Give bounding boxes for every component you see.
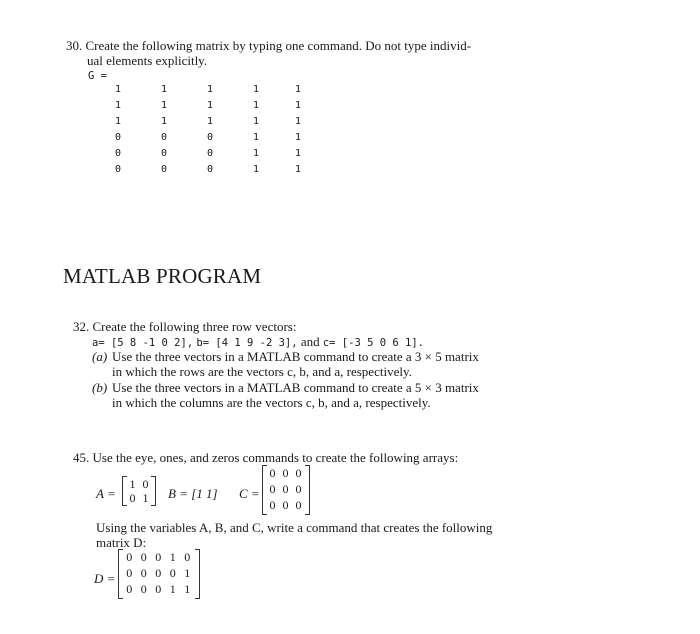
matrix-g-cell: 0 — [114, 148, 122, 159]
matrix-g-cell: 0 — [206, 148, 214, 159]
matrix-g-cell: 1 — [160, 84, 168, 95]
matrix-d-cell: 0 — [126, 582, 133, 596]
matrix-g-cell: 0 — [206, 132, 214, 143]
part-b-line2: in which the columns are the vectors c, b, and a, respectively. — [112, 395, 431, 410]
matrix-g-cell: 1 — [160, 100, 168, 111]
matrix-g-cell: 1 — [114, 84, 122, 95]
matrix-a-label: A = — [96, 486, 116, 501]
matrix-c-cell: 0 — [269, 498, 276, 512]
matrix-c-right-bracket — [305, 465, 310, 515]
matrix-a-cell: 0 — [142, 477, 149, 491]
matrix-c-cell: 0 — [295, 482, 302, 496]
matrix-d-cell: 0 — [184, 550, 191, 564]
matrix-d-cell: 1 — [169, 582, 176, 596]
matrix-d-cell: 0 — [140, 566, 147, 580]
matrix-g-cell: 1 — [252, 116, 260, 127]
matrix-g-cell: 1 — [114, 116, 122, 127]
matrix-d-cell: 1 — [184, 582, 191, 596]
matrix-g-cell: 1 — [294, 148, 302, 159]
matrix-a — [122, 476, 156, 506]
problem-32-line1: 32. Create the following three row vectors: — [73, 319, 297, 334]
matrix-g-cell: 0 — [160, 132, 168, 143]
matrix-a-cell: 1 — [129, 477, 136, 491]
matrix-a-cell: 0 — [129, 491, 136, 505]
matrix-d-cell: 0 — [169, 566, 176, 580]
matrix-c-cell: 0 — [282, 466, 289, 480]
matrix-c-cell: 0 — [295, 466, 302, 480]
matrix-g-cell: 0 — [160, 148, 168, 159]
problem-45-line3: matrix D: — [96, 535, 147, 550]
matrix-d — [118, 549, 200, 599]
matrix-g-cell: 1 — [114, 100, 122, 111]
matrix-g-cell: 0 — [114, 164, 122, 175]
matrix-d-cell: 0 — [155, 566, 162, 580]
problem-45-line1: 45. Use the eye, ones, and zeros commands to create the following arrays: — [73, 450, 459, 465]
matrix-g-cell: 1 — [252, 84, 260, 95]
part-b-line1: Use the three vectors in a MATLAB command to create a 5 × 3 matrix — [112, 380, 479, 395]
matrix-c — [262, 465, 310, 515]
matrix-d-cell: 0 — [155, 582, 162, 596]
matrix-g-cell: 1 — [294, 164, 302, 175]
vector-b: b= [4 1 9 -2 3], — [196, 337, 298, 349]
part-b-label: (b) — [92, 380, 108, 395]
matrix-c-cell: 0 — [295, 498, 302, 512]
matrix-d-cell: 0 — [140, 550, 147, 564]
matrix-g-cell: 0 — [160, 164, 168, 175]
matrix-d-cell: 0 — [126, 550, 133, 564]
matrix-c-label: C = — [239, 486, 260, 501]
matrix-d-label: D = — [94, 571, 116, 586]
part-a-line1: Use the three vectors in a MATLAB command to create a 3 × 5 matrix — [112, 349, 479, 364]
matrix-g-cell: 1 — [252, 100, 260, 111]
part-a-label: (a) — [92, 349, 108, 364]
matrix-g-cell: 1 — [294, 100, 302, 111]
section-heading: MATLAB PROGRAM — [63, 264, 262, 288]
matrix-g-cell: 1 — [252, 132, 260, 143]
matrix-c-cell: 0 — [269, 466, 276, 480]
matrix-c-cell: 0 — [282, 498, 289, 512]
matrix-d-right-bracket — [195, 549, 200, 599]
matrix-g-cell: 1 — [206, 116, 214, 127]
matrix-g-cell: 1 — [294, 132, 302, 143]
matrix-b: B = [1 1] — [168, 486, 218, 501]
problem-30-line1: 30. Create the following matrix by typing one command. Do not type individ- — [66, 38, 472, 53]
matrix-g-cell: 1 — [206, 84, 214, 95]
vectors-and: and — [300, 334, 320, 349]
matrix-a-cell: 1 — [142, 491, 149, 505]
matrix-g — [112, 84, 312, 194]
vector-a: a= [5 8 -1 0 2], — [92, 337, 194, 349]
problem-30-line2: ual elements explicitly. — [87, 53, 208, 68]
part-a-line2: in which the rows are the vectors c, b, and a, respectively. — [112, 364, 412, 379]
vector-c: c= [-3 5 0 6 1]. — [322, 337, 424, 349]
matrix-g-cell: 1 — [294, 116, 302, 127]
matrix-d-cell: 1 — [169, 550, 176, 564]
matrix-g-label: G = — [88, 70, 107, 82]
matrix-c-cell: 0 — [269, 482, 276, 496]
matrix-d-cell: 0 — [140, 582, 147, 596]
matrix-g-cell: 1 — [252, 148, 260, 159]
matrix-d-cell: 1 — [184, 566, 191, 580]
matrix-d-cell: 0 — [126, 566, 133, 580]
matrix-g-cell: 1 — [294, 84, 302, 95]
matrix-g-cell: 1 — [252, 164, 260, 175]
matrix-d-cell: 0 — [155, 550, 162, 564]
matrix-g-cell: 0 — [114, 132, 122, 143]
matrix-g-cell: 1 — [160, 116, 168, 127]
matrix-g-cell: 1 — [206, 100, 214, 111]
problem-45-line2: Using the variables A, B, and C, write a command that creates the following — [96, 520, 493, 535]
matrix-g-cell: 0 — [206, 164, 214, 175]
matrix-c-cell: 0 — [282, 482, 289, 496]
